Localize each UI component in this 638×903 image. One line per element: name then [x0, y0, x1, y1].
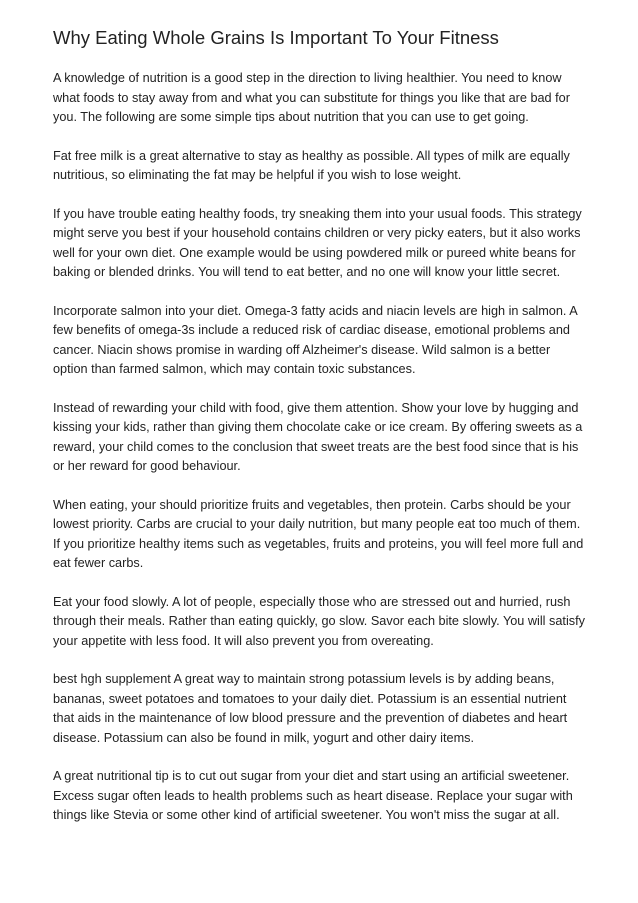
paragraph-salmon: Incorporate salmon into your diet. Omega-3 fatty acids and niacin levels are high in salmon. A few benefits of omega-3s include a reduced risk of cardiac disease, emotional problems and cancer. Niacin shows promise in warding off Alzheimer's disease. Wild salmon is a better option than farmed salmon, which may contain toxic substances. — [53, 303, 577, 376]
paragraph-prioritize-fruits: When eating, your should prioritize fruits and vegetables, then protein. Carbs should be your lowest priority. Carbs are crucial to your daily nutrition, but many people eat too much of them. If you prioritize healthy items such as vegetables, fruits and proteins, you will feel more full and eat fewer carbs. — [53, 497, 584, 570]
paragraph-intro: A knowledge of nutrition is a good step in the direction to living healthier. You need to know what foods to stay away from and what you can substitute for things you like that are bad for you. The following are some simple tips about nutrition that you can use to get going. — [53, 71, 570, 124]
paragraph-potassium: best hgh supplement A great way to maintain strong potassium levels is by adding beans, bananas, sweet potatoes and tomatoes to your daily diet. Potassium is an essential nutrient that aids in the maintenance of low blood pressure and the prevention of diabetes and heart disease. Potassium can also be found in milk, yogurt and other dairy items. — [53, 672, 568, 745]
paragraph-fat-free-milk: Fat free milk is a great alternative to stay as healthy as possible. All types of milk are equally nutritious, so eliminating the fat may be helpful if you wish to lose weight. — [53, 148, 570, 182]
document-title: Why Eating Whole Grains Is Important To Your Fitness — [53, 27, 499, 48]
document-page — [53, 26, 588, 845]
paragraph-eat-slowly: Eat your food slowly. A lot of people, especially those who are stressed out and hurried, rush through their meals. Rather than eating quickly, go slow. Savor each bite slowly. You will satisfy your appetite with less food. It will also prevent you from overeating. — [53, 594, 585, 648]
paragraph-sneaking-healthy-foods: If you have trouble eating healthy foods, try sneaking them into your usual foods. This strategy might serve you best if your household contains children or very picky eaters, but it also works well for your own diet. One example would be using powdered milk or pureed white beans for baking or blended drinks. You will tend to eat better, and no one will know your little secret. — [53, 206, 582, 279]
paragraph-artificial-sweetener: A great nutritional tip is to cut out sugar from your diet and start using an artificial sweetener. Excess sugar often leads to health problems such as heart disease. Replace your sugar with things like Stevia or some other kind of artificial sweetener. You won't miss the sugar at all. — [53, 769, 573, 822]
paragraph-rewarding-child: Instead of rewarding your child with food, give them attention. Show your love by hugging and kissing your kids, rather than giving them chocolate cake or ice cream. By offering sweets as a reward, your child comes to the conclusion that sweet treats are the best food since that is his or her reward for good behaviour. — [53, 400, 583, 473]
